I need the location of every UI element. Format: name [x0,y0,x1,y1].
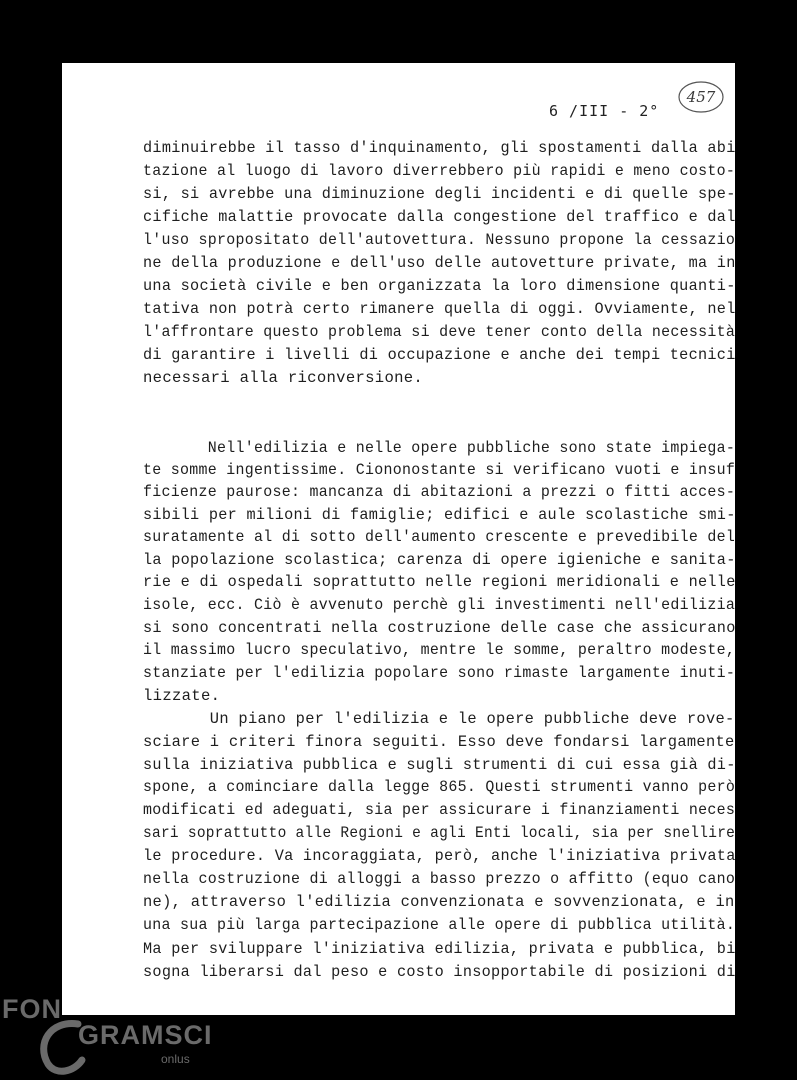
archive-number-text: 457 [686,88,716,106]
text-line: Nell'edilizia e nelle opere pubbliche sono state impiega- [143,439,736,457]
watermark-text-fon: FON [2,994,62,1024]
text-line: una società civile e ben organizzata la loro dimensione quanti- [143,277,736,295]
text-line: te somme ingentissime. Ciononostante si verificano vuoti e insuf [143,461,736,479]
text-line: sibili per milioni di famiglie; edifici e aule scolastiche smi- [143,506,736,524]
text-line: suratamente al di sotto dell'aumento crescente e prevedibile del [143,528,736,546]
text-line: il massimo lucro speculativo, mentre le somme, peraltro modeste, [143,641,736,659]
text-line: una sua più larga partecipazione alle opere di pubblica utilità. [143,916,736,934]
text-line: Ma per sviluppare l'iniziativa edilizia, privata e pubblica, bi [143,940,736,958]
text-line: tativa non potrà certo rimanere quella di oggi. Ovviamente, nel [143,300,736,318]
text-line: ne della produzione e dell'uso delle autovetture private, ma in [143,254,736,272]
text-line: modificati ed adeguati, sia per assicurare i finanziamenti neces [143,801,736,819]
text-line: isole, ecc. Ciò è avvenuto perchè gli investimenti nell'edilizia [143,596,736,614]
text-line: necessari alla riconversione. [143,369,424,387]
text-line: di garantire i livelli di occupazione e anche dei tempi tecnici [143,346,736,364]
text-line: sari soprattutto alle Regioni e agli Enti locali, sia per snellire [143,824,736,842]
text-line: spone, a cominciare dalla legge 865. Questi strumenti vanno però [143,778,736,796]
text-line: si, si avrebbe una diminuzione degli incidenti e di quelle spe- [143,185,736,203]
text-line: lizzate. [143,687,221,705]
text-line: ficienze paurose: mancanza di abitazioni a prezzi o fitti acces- [143,483,736,501]
text-line: ne), attraverso l'edilizia convenzionata e sovvenzionata, e in [143,893,735,911]
text-line: sciare i criteri finora seguiti. Esso deve fondarsi largamente [143,733,735,751]
page-reference: 6 /III - 2° [549,102,660,120]
text-line: tazione al luogo di lavoro diverrebbero più rapidi e meno costo- [143,162,736,180]
text-line: le procedure. Va incoraggiata, però, anche l'iniziativa privata [143,847,736,865]
text-line: cifiche malattie provocate dalla congestione del traffico e dal [143,208,736,226]
watermark-text-gramsci: GRAMSCI [78,1020,213,1050]
text-line: sogna liberarsi dal peso e costo insopportabile di posizioni di [143,963,736,981]
text-line: la popolazione scolastica; carenza di opere igieniche e sanita- [143,551,736,569]
text-line: Un piano per l'edilizia e le opere pubbliche deve rove- [143,710,735,728]
text-line: diminuirebbe il tasso d'inquinamento, gli spostamenti dalla abi [143,139,736,157]
text-line: nella costruzione di alloggi a basso prezzo o affitto (equo cano [143,870,736,888]
text-line: sulla iniziativa pubblica e sugli strumenti di cui essa già di- [143,756,736,774]
text-line: rie e di ospedali soprattutto nelle regioni meridionali e nelle [143,573,736,591]
watermark-text-onlus: onlus [161,1052,190,1066]
text-line: stanziate per l'edilizia popolare sono rimaste largamente inuti- [143,664,736,682]
handwritten-archive-number [676,79,726,115]
text-line: si sono concentrati nella costruzione delle case che assicurano [143,619,736,637]
text-line: l'uso spropositato dell'autovettura. Nessuno propone la cessazio [143,231,736,249]
text-line: l'affrontare questo problema si deve tener conto della necessità [143,323,736,341]
fondazione-gramsci-watermark [0,992,213,1072]
